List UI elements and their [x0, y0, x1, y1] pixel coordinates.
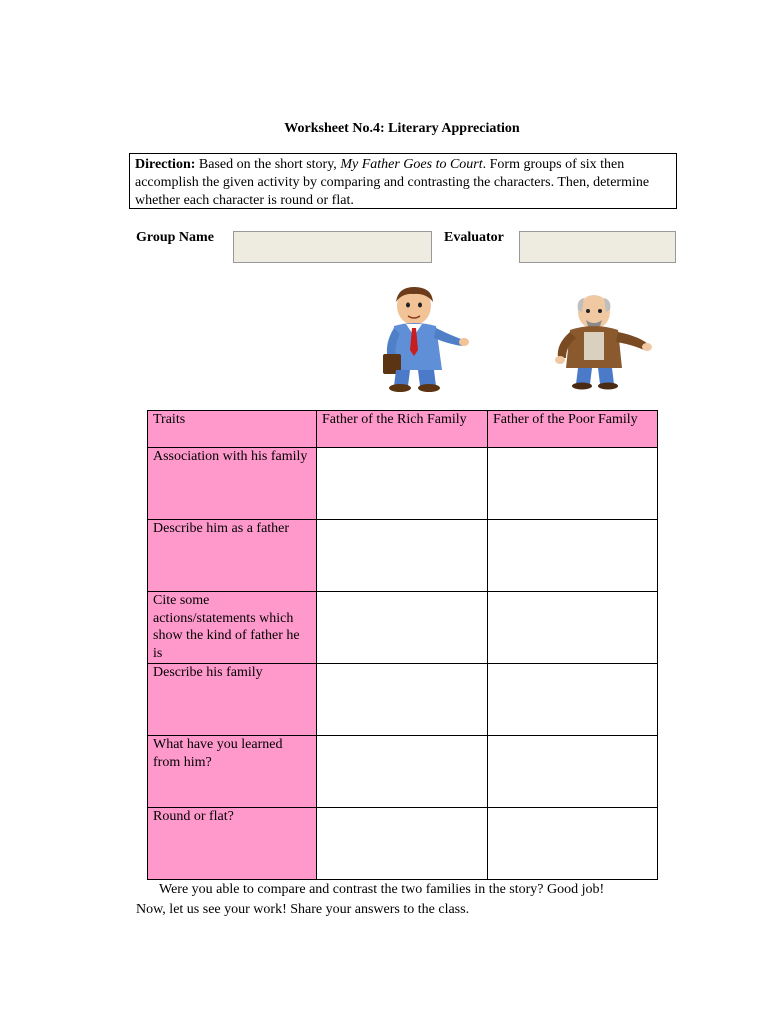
- trait-cell: Association with his family: [148, 448, 317, 520]
- table-row: [148, 592, 658, 664]
- traits-table: [147, 410, 658, 880]
- table-row: [148, 520, 658, 592]
- trait-cell: Describe him as a father: [148, 520, 317, 592]
- table-row: [148, 808, 658, 880]
- closing-line-1: Were you able to compare and contrast the two families in the story? Good job!: [159, 882, 605, 897]
- table-row: [148, 448, 658, 520]
- rich-answer-cell[interactable]: [317, 592, 488, 664]
- worksheet-title: Worksheet No.4: Literary Appreciation: [284, 121, 520, 136]
- evaluator-label: Evaluator: [444, 230, 504, 245]
- trait-cell: Cite some actions/statements which show the kind of father he is: [148, 592, 317, 664]
- poor-answer-cell[interactable]: [488, 664, 658, 736]
- header-rich-father: Father of the Rich Family: [317, 411, 488, 448]
- poor-father-illustration: [548, 292, 654, 390]
- closing-line-2: Now, let us see your work! Share your answers to the class.: [136, 902, 470, 917]
- group-name-label: Group Name: [136, 230, 214, 245]
- rich-answer-cell[interactable]: [317, 520, 488, 592]
- table-row: [148, 664, 658, 736]
- direction-text-after: . Form groups of six then accomplish the given activity by comparing and contrasting the characters. Then, determine whether each character is round or flat.: [135, 157, 650, 208]
- rich-answer-cell[interactable]: [317, 664, 488, 736]
- poor-answer-cell[interactable]: [488, 808, 658, 880]
- rich-answer-cell[interactable]: [317, 736, 488, 808]
- trait-cell: What have you learned from him?: [148, 736, 317, 808]
- table-header-row: [148, 411, 658, 448]
- poor-answer-cell[interactable]: [488, 736, 658, 808]
- poor-answer-cell[interactable]: [488, 520, 658, 592]
- rich-answer-cell[interactable]: [317, 808, 488, 880]
- header-poor-father: Father of the Poor Family: [488, 411, 658, 448]
- header-traits: Traits: [148, 411, 317, 448]
- group-name-input[interactable]: [233, 231, 432, 263]
- poor-answer-cell[interactable]: [488, 448, 658, 520]
- rich-father-illustration: [380, 284, 472, 392]
- direction-box: [129, 153, 677, 209]
- direction-label: Direction:: [135, 157, 196, 172]
- evaluator-input[interactable]: [519, 231, 676, 263]
- direction-text-before: Based on the short story,: [195, 157, 341, 172]
- trait-cell: Round or flat?: [148, 808, 317, 880]
- closing-paragraph: [136, 880, 656, 920]
- poor-answer-cell[interactable]: [488, 592, 658, 664]
- story-title: My Father Goes to Court: [340, 157, 483, 172]
- table-row: [148, 736, 658, 808]
- trait-cell: Describe his family: [148, 664, 317, 736]
- rich-answer-cell[interactable]: [317, 448, 488, 520]
